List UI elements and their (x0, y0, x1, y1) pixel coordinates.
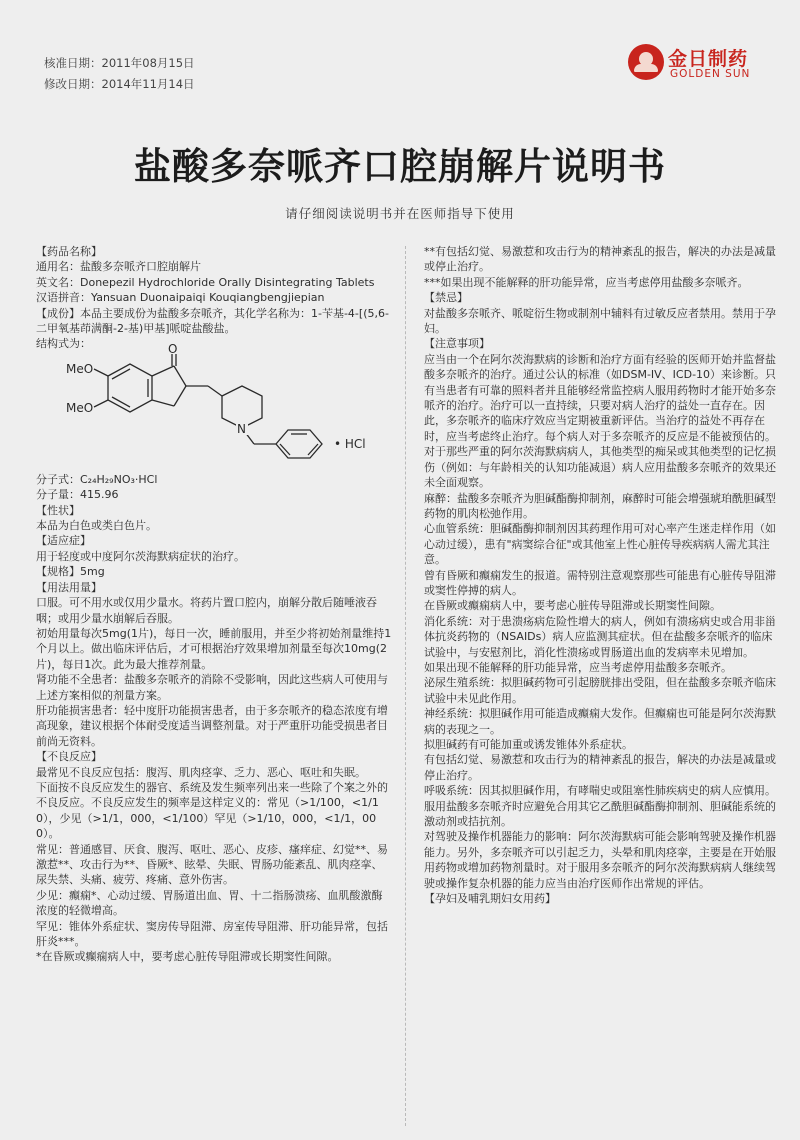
column-divider (405, 246, 406, 1126)
document-subtitle: 请仔细阅读说明书并在医师指导下使用 (285, 206, 515, 221)
brand-name-en: GOLDEN SUN (670, 68, 751, 80)
text-paragraph: 呼吸系统：因其拟胆碱作用，有哮喘史或阻塞性肺疾病史的病人应慎用。服用盐酸多奈哌齐时应避免合用其它乙酰胆碱酯酶抑制剂、胆碱能系统的激动剂或拮抗剂。 (424, 784, 776, 829)
carbonyl-oxygen-label: O (168, 341, 178, 356)
section-heading: 【药品名称】 (36, 245, 102, 258)
text-paragraph: 肝功能损害患者：轻中度肝功能损害患者，由于多奈哌齐的稳态浓度有增高现象，建议根据个体耐受度适当调整剂量。对于严重肝功能受损患者目前尚无资料。 (36, 703, 388, 748)
text-paragraph: 本品为白色或类白色片。 (36, 519, 157, 533)
section-heading: 【用法用量】 (36, 580, 102, 594)
brand-name-cn: 金日制药 (668, 48, 749, 70)
hydrochloride-label: • HCl (334, 436, 366, 451)
text-paragraph: 消化系统：对于患溃疡病危险性增大的病人，例如有溃疡病史或合用非甾体抗炎药物的（NSAIDs）病人应监测其症状。但在盐酸多奈哌齐的临床试验中，与安慰剂比，消化性溃疡或胃肠道出血的发病率未见增加。 (424, 614, 776, 659)
text-paragraph: 对驾驶及操作机器能力的影响：阿尔茨海默病可能会影响驾驶及操作机器能力。另外，多奈哌齐可以引起乏力，头晕和肌肉痉挛，主要是在开始服用药物或增加药物剂量时。对于服用多奈哌齐的阿尔茨海默病病人继续驾驶或操作复杂机器的能力应当由治疗医师作出常规的评估。 (424, 830, 776, 890)
text-paragraph: 通用名：盐酸多奈哌齐口腔崩解片 (36, 260, 201, 274)
section-heading: 【适应症】 (36, 534, 91, 548)
text-paragraph: 汉语拼音：Yansuan Duonaipaiqi Kouqiangbengjiepian (36, 291, 325, 305)
text-paragraph: 少见：癫痫*、心动过缓、胃肠道出血、胃、十二指肠溃疡、血肌酸激酶浓度的轻微增高。 (36, 888, 383, 918)
text-paragraph: 结构式为： (36, 337, 91, 351)
text-paragraph: 初始用量每次5mg(1片)，每日一次，睡前服用，并至少将初始剂量维持1个月以上。做出临床评估后，才可根据治疗效果增加剂量至每次10mg(2片)，每日1次。此为最大推荐剂量。 (36, 626, 392, 671)
text-paragraph: 用于轻度或中度阿尔茨海默病症状的治疗。 (36, 549, 245, 563)
text-paragraph: 麻醉：盐酸多奈哌齐为胆碱酯酶抑制剂，麻醉时可能会增强琥珀酰胆碱型药物的肌肉松弛作用。 (424, 491, 776, 520)
text-paragraph: 有包括幻觉、易激惹和攻击行为的精神紊乱的报告，解决的办法是减量或停止治疗。 (424, 753, 776, 782)
text-paragraph: 泌尿生殖系统：拟胆碱药物可引起膀胱排出受阻，但在盐酸多奈哌齐临床试验中未见此作用。 (424, 676, 776, 705)
text-paragraph: ***如果出现不能解释的肝功能异常，应当考虑停用盐酸多奈哌齐。 (424, 275, 749, 289)
text-paragraph: 在昏厥或癫痫病人中，要考虑心脏传导阻滞或长期窦性间隙。 (424, 599, 721, 613)
section-heading: 【成份】本品主要成份为盐酸多奈哌齐，其化学名称为：1-苄基-4-[(5,6-二甲氧基茚满酮-2-基)甲基]哌啶盐酸盐。 (36, 306, 389, 336)
text-paragraph: 如果出现不能解释的肝功能异常，应当考虑停用盐酸多奈哌齐。 (424, 660, 732, 674)
text-paragraph: 最常见不良反应包括：腹泻、肌肉痉挛、乏力、恶心、呕吐和失眠。 (36, 765, 366, 779)
text-paragraph: 分子式：C₂₄H₂₉NO₃·HCl (36, 472, 158, 486)
text-paragraph: 肾功能不全患者：盐酸多奈哌齐的消除不受影响，因此这些病人可使用与上述方案相似的剂量方案。 (36, 673, 388, 702)
section-heading: 【禁忌】 (424, 291, 468, 305)
nitrogen-label: N (237, 421, 246, 436)
date-block (44, 53, 195, 95)
section-heading: 【注意事项】 (424, 337, 490, 351)
right-column (424, 244, 778, 906)
text-paragraph: 口服。可不用水或仅用少量水。将药片置口腔内，崩解分散后随唾液吞咽；或用少量水崩解后吞服。 (36, 596, 377, 625)
text-paragraph: 曾有昏厥和癫痫发生的报道。需特别注意观察那些可能患有心脏传导阻滞或窦性停搏的病人。 (424, 568, 776, 597)
text-paragraph: 英文名：Donepezil Hydrochloride Orally Disintegrating Tablets (36, 275, 375, 289)
section-heading: 【不良反应】 (36, 750, 102, 764)
text-paragraph: *在昏厥或癫痫病人中，要考虑心脏传导阻滞或长期窦性间隙。 (36, 950, 339, 964)
text-paragraph: 拟胆碱药有可能加重或诱发锥体外系症状。 (424, 738, 633, 751)
section-heading: 【性状】 (36, 503, 80, 517)
sun-seal-icon (628, 44, 664, 80)
section-heading: 【规格】5mg (36, 565, 105, 579)
text-paragraph: 对盐酸多奈哌齐、哌啶衍生物或制剂中辅料有过敏反应者禁用。禁用于孕妇。 (424, 306, 776, 336)
text-paragraph: 应当由一个在阿尔茨海默病的诊断和治疗方面有经验的医师开始并监督盐酸多奈哌齐的治疗。通过公认的标准（如DSM-IV、ICD-10）来诊断。只有当患者有可靠的照料者并且能够经常监控病人服用药物时才能开始多奈哌齐的治疗。治疗可以一直持续，只要对病人治疗的益处一直存在。因此，多奈哌齐的临床疗效应当定期被重新评估。当治疗的益处不再存在时，应当考虑终止治疗。每个病人对于多奈哌齐的反应是不能被预估的。对于那些严重的阿尔茨海默病病人，其他类型的痴呆或其他类型的记忆损伤（例如：与年龄相关的认知功能减退）病人应用盐酸多奈哌齐的效果还未全面观察。 (424, 352, 777, 490)
text-paragraph: 罕见：锥体外系症状、窦房传导阻滞、房室传导阻滞、肝功能异常，包括肝炎***。 (36, 919, 388, 949)
brand-logo (628, 44, 778, 84)
text-paragraph: 常见：普通感冒、厌食、腹泻、呕吐、恶心、皮疹、瘙痒症、幻觉**、易激惹**、攻击行为**、昏厥*、眩晕、失眠、胃肠功能紊乱、肌肉痉挛、尿失禁、头痛、疲劳、疼痛、意外伤害。 (36, 842, 388, 887)
text-paragraph: 神经系统：拟胆碱作用可能造成癫痫大发作。但癫痫也可能是阿尔茨海默病的表现之一。 (424, 707, 776, 736)
section-heading: 【孕妇及哺乳期妇女用药】 (424, 892, 556, 906)
text-paragraph: 下面按不良反应发生的器官、系统及发生频率列出来一些除了个案之外的不良反应。不良反应发生的频率是这样定义的：常见（>1/100，<1/10），少见（>1/1，000，<1/100）罕见（>1/10，000，<1/1，000）。 (36, 780, 388, 841)
revision-date: 修改日期：2014年11月14日 (44, 77, 195, 91)
text-paragraph: **有包括幻觉、易激惹和攻击行为的精神紊乱的报告，解决的办法是减量或停止治疗。 (424, 245, 776, 274)
left-column (36, 244, 392, 965)
text-paragraph: 分子量：415.96 (36, 488, 119, 502)
text-paragraph: 心血管系统：胆碱酯酶抑制剂因其药理作用可对心率产生迷走样作用（如心动过缓），患有"病窦综合征"或其他室上性心脏传导疾病病人需尤其注意。 (424, 522, 776, 567)
methoxy-bottom-label: MeO (66, 400, 94, 415)
document-title: 盐酸多奈哌齐口腔崩解片说明书 (134, 145, 666, 188)
approval-date: 核准日期：2011年08月15日 (44, 56, 195, 70)
methoxy-top-label: MeO (66, 361, 94, 376)
